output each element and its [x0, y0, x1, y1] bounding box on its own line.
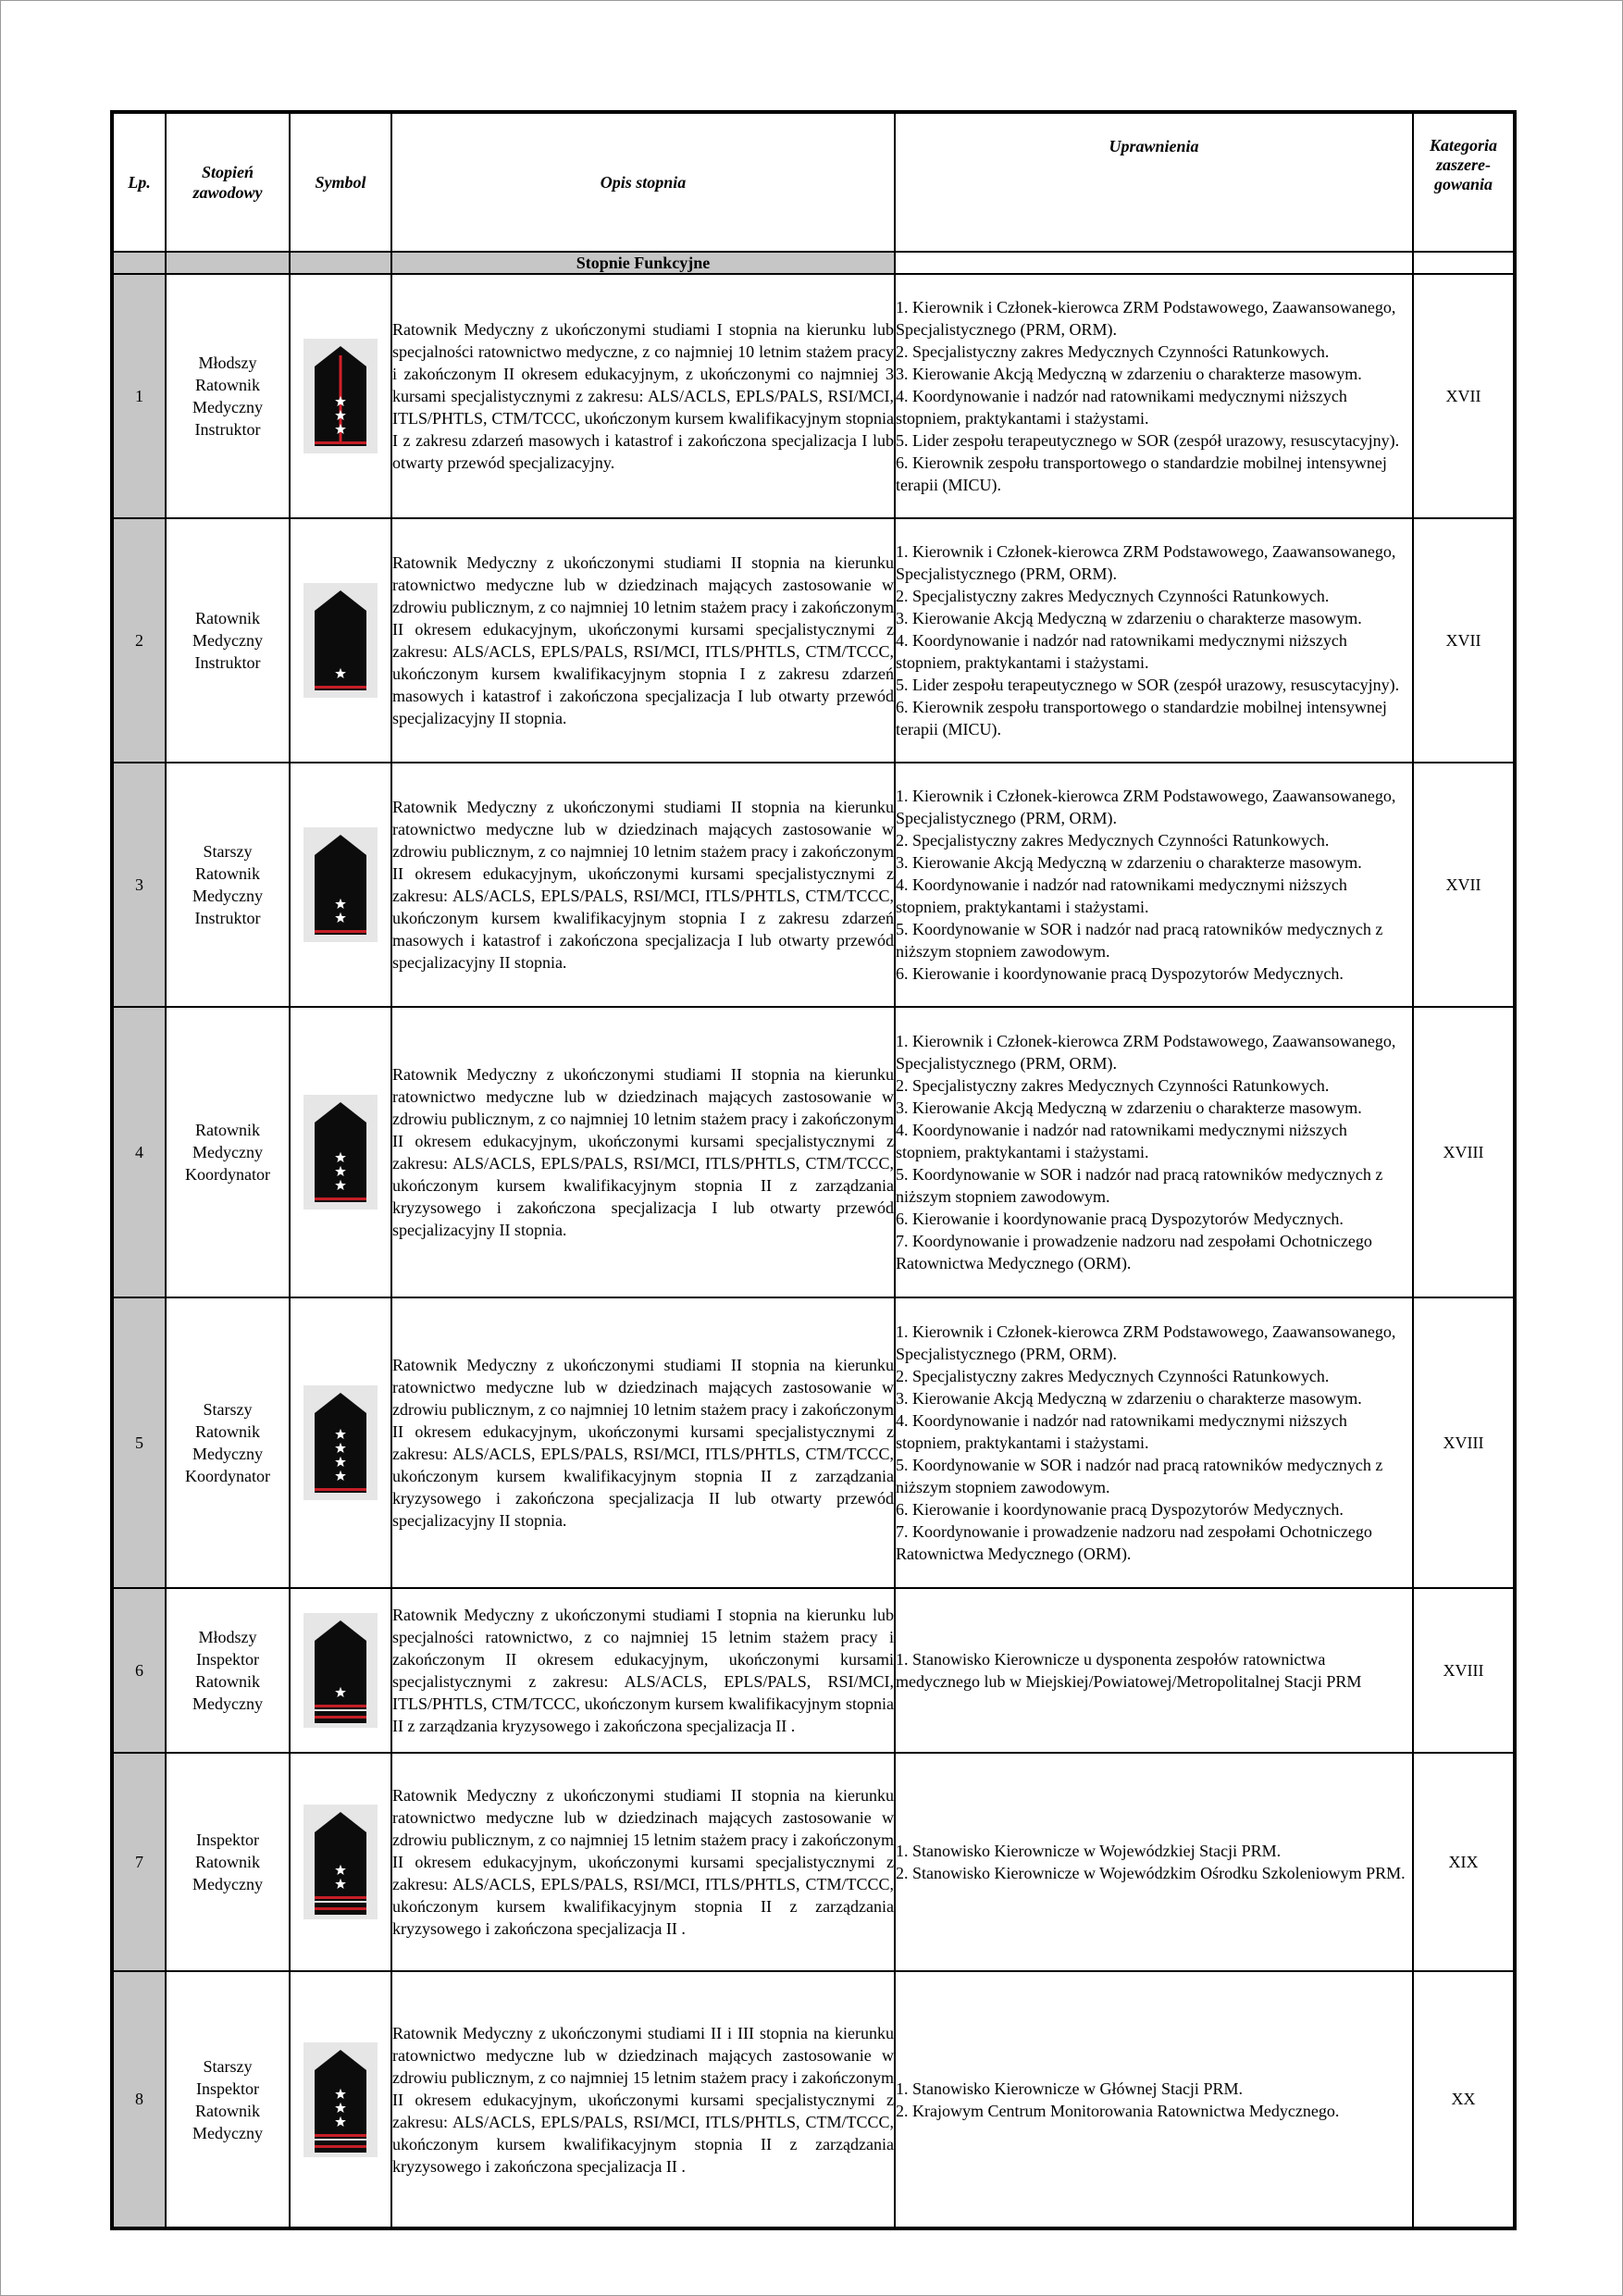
bottom-bar — [315, 2141, 366, 2145]
table-row — [112, 274, 1515, 518]
rank-name: Ratownik Medyczny Koordynator — [166, 1007, 290, 1297]
rank-description: Ratownik Medyczny z ukończonymi studiami II stopnia na kierunku ratownictwo medyczne lub w dziedzinach mających zastosowanie w zdrowiu publicznym, z co najmniej 10 letnim stażem pracy i zakończonym II okresem edukacyjnym, ukończonymi kursami specjalistycznymi z zakresu: ALS/ACLS, EPLS/PALS, RSI/MCI, ITLS/PHTLS, CTM/TCCC, ukończonym kursem kwalifikacyjnym stopnia II z zarządzania kryzysowego i zakończona specjalizacja II lub otwarty przewód specjalizacyjny II stopnia. — [391, 1297, 895, 1588]
section-lp-cell — [112, 252, 166, 274]
rank-name: Młodszy Ratownik Medyczny Instruktor — [166, 274, 290, 518]
header-permissions: Uprawnienia — [895, 112, 1413, 252]
permission-item: 1. Kierownik i Członek-kierowca ZRM Podstawowego, Zaawansowanego, Specjalistycznego (PRM, ORM). — [896, 1322, 1396, 1363]
permission-item: 1. Kierownik i Członek-kierowca ZRM Podstawowego, Zaawansowanego, Specjalistycznego (PRM, ORM). — [896, 542, 1396, 583]
table-header — [112, 112, 1515, 252]
rank-permissions — [895, 1007, 1413, 1297]
section-rank-cell — [166, 252, 290, 274]
permission-item: 7. Koordynowanie i prowadzenie nadzoru nad zespołami Ochotniczego Ratownictwa Medycznego (ORM). — [896, 1522, 1372, 1563]
permission-item: 1. Stanowisko Kierownicze w Wojewódzkiej Stacji PRM. — [896, 1842, 1282, 1860]
rank-symbol — [290, 1297, 391, 1588]
row-number: 7 — [112, 1753, 166, 1971]
ranks-table — [110, 110, 1517, 2230]
epaulette-icon — [304, 1613, 378, 1728]
permission-item: 1. Stanowisko Kierownicze u dysponenta zespołów ratownictwa medycznego lub w Miejskiej/Powiatowej/Metropolitalnej Stacji PRM — [896, 1650, 1362, 1691]
rank-permissions — [895, 763, 1413, 1007]
epaulette-icon — [304, 583, 378, 698]
red-bottom-edge — [315, 686, 366, 689]
permission-item: 6. Kierowanie i koordynowanie pracą Dyspozytorów Medycznych. — [896, 1500, 1344, 1519]
rank-description: Ratownik Medyczny z ukończonymi studiami II stopnia na kierunku ratownictwo medyczne lub w dziedzinach mających zastosowanie w zdrowiu publicznym, z co najmniej 10 letnim stażem pracy i zakończonym II okresem edukacyjnym, ukończonymi kursami specjalistycznymi z zakresu: ALS/ACLS, EPLS/PALS, RSI/MCI, ITLS/PHTLS, CTM/TCCC, ukończonym kursem kwalifikacyjnym stopnia I z zakresu zdarzeń masowych i katastrof i zakończona specjalizacja I lub otwarty przewód specjalizacyjny II stopnia. — [391, 518, 895, 763]
bottom-bar — [315, 1903, 366, 1907]
header-category: Kategoria zaszere- gowania — [1413, 112, 1515, 252]
bottom-bar — [315, 1910, 366, 1915]
rank-name: Starszy Inspektor Ratownik Medyczny — [166, 1971, 290, 2228]
red-bottom-edge — [315, 1198, 366, 1200]
rank-permissions — [895, 1753, 1413, 1971]
permission-item: 3. Kierowanie Akcją Medyczną w zdarzeniu o charakterze masowym. — [896, 609, 1362, 627]
epaulette-icon — [304, 1095, 378, 1210]
rank-category: XVIII — [1413, 1588, 1515, 1753]
row-number: 1 — [112, 274, 166, 518]
permission-item: 4. Koordynowanie i nadzór nad ratownikami medycznymi niższych stopniem, praktykantami i stażystami. — [896, 875, 1347, 916]
table-row — [112, 1297, 1515, 1588]
section-permissions-cell — [895, 252, 1413, 274]
permission-item: 1. Kierownik i Członek-kierowca ZRM Podstawowego, Zaawansowanego, Specjalistycznego (PRM, ORM). — [896, 787, 1396, 827]
permission-item: 6. Kierowanie i koordynowanie pracą Dyspozytorów Medycznych. — [896, 964, 1344, 983]
red-bottom-edge — [315, 1896, 366, 1899]
rank-description: Ratownik Medyczny z ukończonymi studiami II i III stopnia na kierunku ratownictwo medyczne lub w dziedzinach mających zastosowanie w zdrowiu publicznym, z co najmniej 15 letnim stażem pracy i zakończonym II okresem edukacyjnym, ukończonymi kursami specjalistycznymi z zakresu: ALS/ACLS, EPLS/PALS, RSI/MCI, ITLS/PHTLS, CTM/TCCC, ukończonym kursem kwalifikacyjnym stopnia II z zarządzania kryzysowego i zakończona specjalizacja II . — [391, 1971, 895, 2228]
permission-item: 3. Kierowanie Akcją Medyczną w zdarzeniu o charakterze masowym. — [896, 853, 1362, 872]
bottom-bar — [315, 2148, 366, 2153]
section-symbol-cell — [290, 252, 391, 274]
rank-category: XVIII — [1413, 1007, 1515, 1297]
rank-name: Starszy Ratownik Medyczny Koordynator — [166, 1297, 290, 1588]
rank-description: Ratownik Medyczny z ukończonymi studiami II stopnia na kierunku ratownictwo medyczne lub w dziedzinach mających zastosowanie w zdrowiu publicznym, z co najmniej 10 letnim stażem pracy i zakończonym II okresem edukacyjnym, ukończonymi kursami specjalistycznymi z zakresu: ALS/ACLS, EPLS/PALS, RSI/MCI, ITLS/PHTLS, CTM/TCCC, ukończonym kursem kwalifikacyjnym stopnia II z zarządzania kryzysowego i zakończona specjalizacja I lub otwarty przewód specjalizacyjny II stopnia. — [391, 1007, 895, 1297]
table-row — [112, 1007, 1515, 1297]
row-number: 8 — [112, 1971, 166, 2228]
bottom-bar-red — [315, 1907, 366, 1910]
permission-item: 7. Koordynowanie i prowadzenie nadzoru nad zespołami Ochotniczego Ratownictwa Medycznego (ORM). — [896, 1232, 1372, 1272]
red-bottom-edge — [315, 441, 366, 444]
header-description: Opis stopnia — [391, 112, 895, 252]
red-bottom-edge — [315, 2134, 366, 2137]
rank-description: Ratownik Medyczny z ukończonymi studiami II stopnia na kierunku ratownictwo medyczne lub w dziedzinach mających zastosowanie w zdrowiu publicznym, z co najmniej 10 letnim stażem pracy i zakończonym II okresem edukacyjnym, ukończonymi kursami specjalistycznymi z zakresu: ALS/ACLS, EPLS/PALS, RSI/MCI, ITLS/PHTLS, CTM/TCCC, ukończonym kursem kwalifikacyjnym stopnia I z zakresu zdarzeń masowych i katastrof i zakończona specjalizacja I lub otwarty przewód specjalizacyjny II stopnia. — [391, 763, 895, 1007]
header-lp: Lp. — [112, 112, 166, 252]
rank-category: XX — [1413, 1971, 1515, 2228]
permission-item: 5. Lider zespołu terapeutycznego w SOR (zespół urazowy, resuscytacyjny). — [896, 431, 1400, 450]
permission-item: 2. Specjalistyczny zakres Medycznych Czynności Ratunkowych. — [896, 587, 1330, 605]
red-bottom-edge — [315, 1705, 366, 1707]
permission-item: 6. Kierowanie i koordynowanie pracą Dyspozytorów Medycznych. — [896, 1210, 1344, 1228]
rank-name: Inspektor Ratownik Medyczny — [166, 1753, 290, 1971]
bottom-bar-red — [315, 2145, 366, 2148]
rank-category: XIX — [1413, 1753, 1515, 1971]
row-number: 5 — [112, 1297, 166, 1588]
rank-name: Ratownik Medyczny Instruktor — [166, 518, 290, 763]
rank-name: Starszy Ratownik Medyczny Instruktor — [166, 763, 290, 1007]
epaulette-icon — [304, 1805, 378, 1919]
table-row — [112, 518, 1515, 763]
permission-item: 4. Koordynowanie i nadzór nad ratownikami medycznymi niższych stopniem, praktykantami i stażystami. — [896, 1411, 1347, 1452]
permission-item: 5. Koordynowanie w SOR i nadzór nad pracą ratowników medycznych z niższym stopniem zawodowym. — [896, 1456, 1383, 1496]
rank-description: Ratownik Medyczny z ukończonymi studiami I stopnia na kierunku lub specjalności ratownictwo, z co najmniej 15 letnim stażem pracy i zakończonym II okresem edukacyjnym, ukończonymi kursami specjalistycznymi z zakresu: ALS/ACLS, EPLS/PALS, RSI/MCI, ITLS/PHTLS, CTM/TCCC, ukończonym kursem kwalifikacyjnym stopnia II z zarządzania kryzysowego i zakończona specjalizacja II . — [391, 1588, 895, 1753]
table-row — [112, 1588, 1515, 1753]
section-category-cell — [1413, 252, 1515, 274]
permission-item: 2. Specjalistyczny zakres Medycznych Czynności Ratunkowych. — [896, 342, 1330, 361]
permission-item: 4. Koordynowanie i nadzór nad ratownikami medycznymi niższych stopniem, praktykantami i stażystami. — [896, 387, 1347, 428]
table-row — [112, 1971, 1515, 2228]
red-bottom-edge — [315, 1488, 366, 1491]
rank-name: Młodszy Inspektor Ratownik Medyczny — [166, 1588, 290, 1753]
permission-item: 2. Stanowisko Kierownicze w Wojewódzkim Ośrodku Szkoleniowym PRM. — [896, 1864, 1406, 1882]
rank-symbol — [290, 1753, 391, 1971]
rank-category: XVII — [1413, 763, 1515, 1007]
rank-symbol — [290, 1007, 391, 1297]
epaulette-icon — [304, 339, 378, 453]
permission-item: 5. Lider zespołu terapeutycznego w SOR (zespół urazowy, resuscytacyjny). — [896, 676, 1400, 694]
permission-item: 4. Koordynowanie i nadzór nad ratownikami medycznymi niższych stopniem, praktykantami i stażystami. — [896, 631, 1347, 672]
permission-item: 5. Koordynowanie w SOR i nadzór nad pracą ratowników medycznych z niższym stopniem zawodowym. — [896, 920, 1383, 961]
rank-permissions — [895, 518, 1413, 763]
rank-category: XVII — [1413, 518, 1515, 763]
table-row — [112, 1753, 1515, 1971]
red-bottom-edge — [315, 930, 366, 933]
permission-item: 2. Krajowym Centrum Monitorowania Ratownictwa Medycznego. — [896, 2101, 1340, 2120]
permission-item: 1. Kierownik i Członek-kierowca ZRM Podstawowego, Zaawansowanego, Specjalistycznego (PRM, ORM). — [896, 1032, 1396, 1073]
rank-symbol — [290, 1588, 391, 1753]
epaulette-icon — [304, 827, 378, 942]
bottom-bar — [315, 1719, 366, 1723]
permission-item: 2. Specjalistyczny zakres Medycznych Czynności Ratunkowych. — [896, 1076, 1330, 1095]
permission-item: 5. Koordynowanie w SOR i nadzór nad pracą ratowników medycznych z niższym stopniem zawodowym. — [896, 1165, 1383, 1206]
rank-permissions — [895, 274, 1413, 518]
rank-permissions — [895, 1971, 1413, 2228]
row-number: 3 — [112, 763, 166, 1007]
permission-item: 6. Kierownik zespołu transportowego o standardzie mobilnej intensywnej terapii (MICU). — [896, 453, 1387, 494]
rank-symbol — [290, 274, 391, 518]
header-symbol: Symbol — [290, 112, 391, 252]
section-label: Stopnie Funkcyjne — [391, 252, 895, 274]
rank-permissions — [895, 1297, 1413, 1588]
rank-description: Ratownik Medyczny z ukończonymi studiami II stopnia na kierunku ratownictwo medyczne lub w dziedzinach mających zastosowanie w zdrowiu publicznym, z co najmniej 15 letnim stażem pracy i zakończonym II okresem edukacyjnym, ukończonymi kursami specjalistycznymi z zakresu: ALS/ACLS, EPLS/PALS, RSI/MCI, ITLS/PHTLS, CTM/TCCC, ukończonym kursem kwalifikacyjnym stopnia II z zarządzania kryzysowego i zakończona specjalizacja II . — [391, 1753, 895, 1971]
bottom-bar-red — [315, 1716, 366, 1719]
row-number: 2 — [112, 518, 166, 763]
rank-description: Ratownik Medyczny z ukończonymi studiami I stopnia na kierunku lub specjalności ratownictwo medyczne, z co najmniej 10 letnim stażem pracy i zakończonym II okresem edukacyjnym, z ukończonymi co najmniej 3 kursami specjalistycznymi z zakresu: ALS/ACLS, EPLS/PALS, RSI/MCI, ITLS/PHTLS, CTM/TCCC, ukończonym kursem kwalifikacyjnym stopnia I z zakresu zdarzeń masowych i katastrof i zakończona specjalizacja I lub otwarty przewód specjalizacyjny. — [391, 274, 895, 518]
epaulette-icon — [304, 1385, 378, 1500]
header-rank: Stopień zawodowy — [166, 112, 290, 252]
epaulette-icon — [304, 2042, 378, 2157]
permission-item: 3. Kierowanie Akcją Medyczną w zdarzeniu o charakterze masowym. — [896, 365, 1362, 383]
table-row — [112, 763, 1515, 1007]
permission-item: 3. Kierowanie Akcją Medyczną w zdarzeniu o charakterze masowym. — [896, 1098, 1362, 1117]
rank-category: XVII — [1413, 274, 1515, 518]
bottom-bar — [315, 1711, 366, 1716]
table-body — [112, 252, 1515, 2228]
rank-symbol — [290, 1971, 391, 2228]
row-number: 4 — [112, 1007, 166, 1297]
permission-item: 4. Koordynowanie i nadzór nad ratownikami medycznymi niższych stopniem, praktykantami i stażystami. — [896, 1121, 1347, 1161]
rank-permissions — [895, 1588, 1413, 1753]
row-number: 6 — [112, 1588, 166, 1753]
rank-symbol — [290, 518, 391, 763]
permission-item: 2. Specjalistyczny zakres Medycznych Czynności Ratunkowych. — [896, 831, 1330, 850]
rank-symbol — [290, 763, 391, 1007]
permission-item: 2. Specjalistyczny zakres Medycznych Czynności Ratunkowych. — [896, 1367, 1330, 1385]
section-row — [112, 252, 1515, 274]
rank-category: XVIII — [1413, 1297, 1515, 1588]
permission-item: 6. Kierownik zespołu transportowego o standardzie mobilnej intensywnej terapii (MICU). — [896, 698, 1387, 738]
permission-item: 1. Kierownik i Członek-kierowca ZRM Podstawowego, Zaawansowanego, Specjalistycznego (PRM, ORM). — [896, 298, 1396, 339]
permission-item: 3. Kierowanie Akcją Medyczną w zdarzeniu o charakterze masowym. — [896, 1389, 1362, 1408]
permission-item: 1. Stanowisko Kierownicze w Głównej Stacji PRM. — [896, 2079, 1243, 2098]
